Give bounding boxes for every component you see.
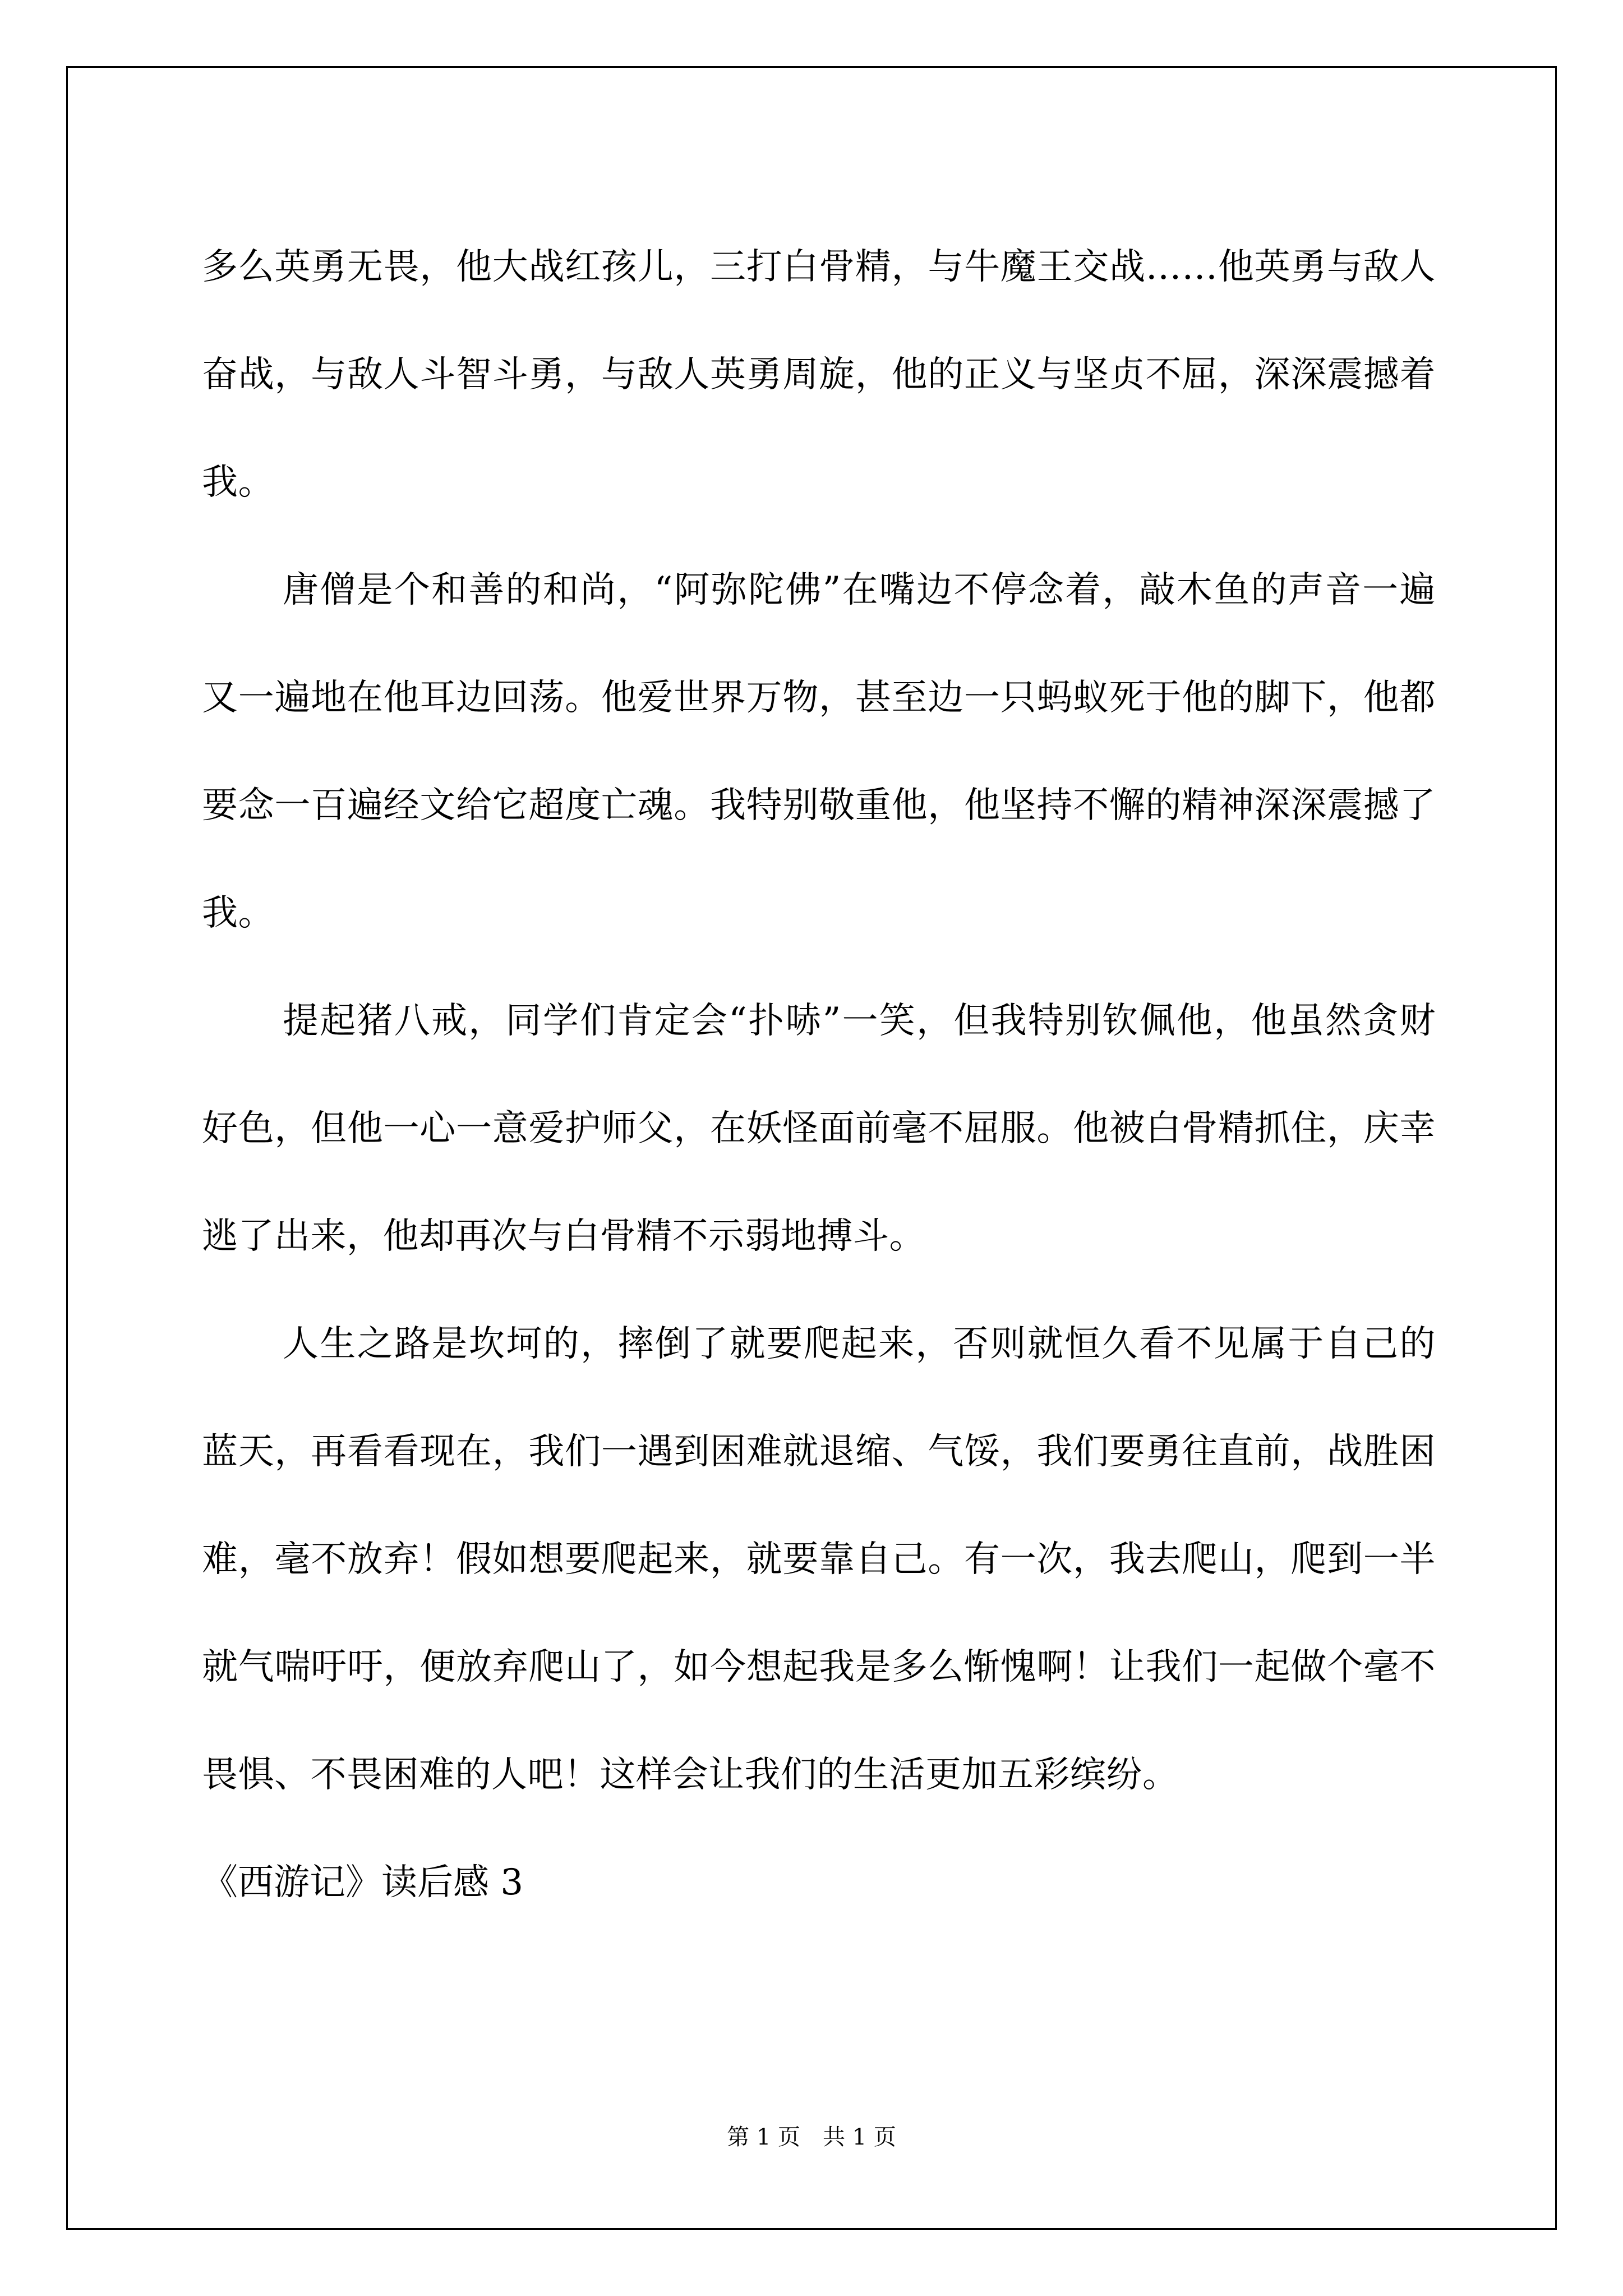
- paragraph-zhu-bajie: 提起猪八戒，同学们肯定会“扑哧”一笑，但我特别钦佩他，他虽然贪财好色，但他一心一意爱护师父，在妖怪面前毫不屈服。他被白骨精抓住，庆幸逃了出来，他却再次与白骨精不示弱地搏斗。: [202, 1000, 1436, 1257]
- page-footer: 第 1 页 共 1 页: [727, 2124, 896, 2150]
- paragraph-sun-wukong: 多么英勇无畏，他大战红孩儿，三打白骨精，与牛魔王交战……他英勇与敌人奋战，与敌人斗智斗勇，与敌人英勇周旋，他的正义与坚贞不屈，深深震撼着我。: [202, 246, 1436, 503]
- paragraph-reflection: 人生之路是坎坷的，摔倒了就要爬起来，否则就恒久看不见属于自己的蓝天，再看看现在，我们一遇到困难就退缩、气馁，我们要勇往直前，战胜困难，毫不放弃！假如想要爬起来，就要靠自己。有一次，我去爬山，爬到一半就气喘吁吁，便放弃爬山了，如今想起我是多么惭愧啊！让我们一起做个毫不畏惧、不畏困难的人吧！这样会让我们的生活更加五彩缤纷。: [202, 1323, 1436, 1796]
- document-body: [202, 213, 1436, 1936]
- section-heading: 《西游记》读后感 3: [202, 1862, 524, 1903]
- paragraph-tang-seng: 唐僧是个和善的和尚，“阿弥陀佛”在嘴边不停念着，敲木鱼的声音一遍又一遍地在他耳边回荡。他爱世界万物，甚至边一只蚂蚁死于他的脚下，他都要念一百遍经文给它超度亡魂。我特别敬重他，他坚持不懈的精神深深震撼了我。: [202, 569, 1436, 934]
